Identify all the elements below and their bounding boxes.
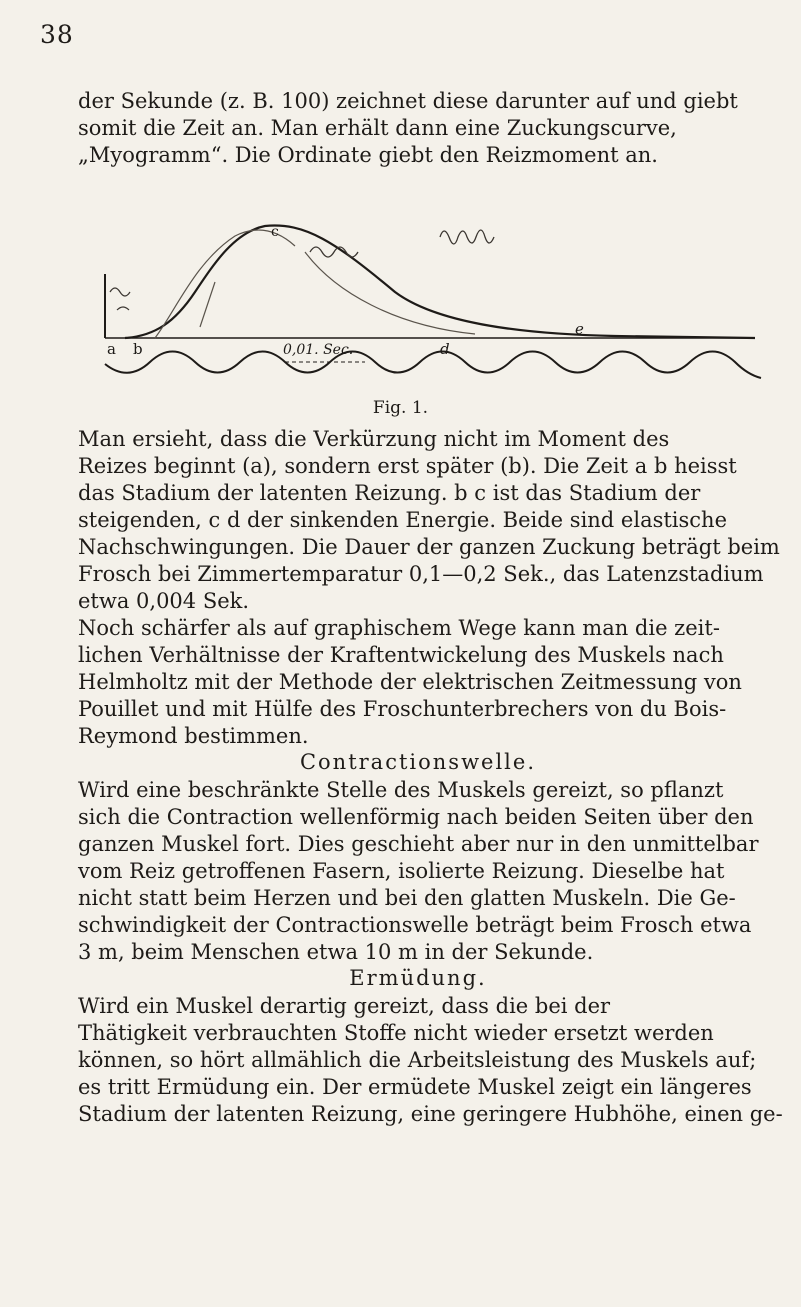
- paragraph-latency: [78, 426, 780, 615]
- secondary-curve: [155, 230, 295, 338]
- text-line: nicht statt beim Herzen und bei den glatten Muskeln. Die Ge-: [78, 886, 736, 910]
- text-line: 3 m, beim Menschen etwa 10 m in der Sekunde.: [78, 940, 594, 964]
- myogram-figure: [95, 222, 765, 382]
- section-heading-ermuedung: Ermüdung.: [349, 966, 487, 990]
- label-d: d: [440, 340, 450, 358]
- text-line: Man ersieht, dass die Verkürzung nicht im Moment des: [78, 427, 670, 451]
- text-line: „Myogramm“. Die Ordinate giebt den Reizmoment an.: [78, 143, 658, 167]
- text-line: schwindigkeit der Contractionswelle beträgt beim Frosch etwa: [78, 913, 752, 937]
- section-heading-contractionswelle: Contractionswelle.: [299, 750, 537, 774]
- text-line: etwa 0,004 Sek.: [78, 589, 250, 613]
- time-wave: [105, 352, 761, 379]
- text-line: Thätigkeit verbrauchten Stoffe nicht wieder ersetzt werden: [78, 1021, 714, 1045]
- text-line: Reymond bestimmen.: [78, 724, 309, 748]
- paragraph-intro: [78, 88, 758, 169]
- time-scale-label: 0,01. Sec.: [283, 342, 354, 358]
- twitch-curve: [125, 226, 755, 338]
- label-c: c: [271, 224, 279, 240]
- text-line: ganzen Muskel fort. Dies geschieht aber nur in den unmittelbar: [78, 832, 759, 856]
- text-line: das Stadium der latenten Reizung. b c ist das Stadium der: [78, 481, 701, 505]
- text-line: sich die Contraction wellenförmig nach beiden Seiten über den: [78, 805, 754, 829]
- text-line: Pouillet und mit Hülfe des Froschunterbrechers von du Bois-: [78, 697, 727, 721]
- text-line: Frosch bei Zimmertemparatur 0,1—0,2 Sek., das Latenzstadium: [78, 562, 764, 586]
- secondary-curve: [200, 282, 215, 327]
- label-e: e: [575, 320, 584, 338]
- scribble-mark: [310, 247, 358, 257]
- text-line: es tritt Ermüdung ein. Der ermüdete Muskel zeigt ein längeres: [78, 1075, 752, 1099]
- text-line: Wird ein Muskel derartig gereizt, dass die bei der: [78, 994, 611, 1018]
- text-line: der Sekunde (z. B. 100) zeichnet diese darunter auf und giebt: [78, 89, 738, 113]
- secondary-curve: [305, 252, 475, 334]
- text-line: somit die Zeit an. Man erhält dann eine Zuckungscurve,: [78, 116, 677, 140]
- text-line: können, so hört allmählich die Arbeitsleistung des Muskels auf;: [78, 1048, 757, 1072]
- text-line: Stadium der latenten Reizung, eine geringere Hubhöhe, einen ge-: [78, 1102, 783, 1126]
- text-line: Helmholtz mit der Methode der elektrischen Zeitmessung von: [78, 670, 742, 694]
- text-line: Wird eine beschränkte Stelle des Muskels gereizt, so pflanzt: [78, 778, 724, 802]
- scribble-mark: [440, 230, 494, 244]
- label-a: a: [107, 340, 116, 358]
- myogram-drawing: [95, 222, 765, 382]
- paragraph-contraction-wave: [78, 777, 758, 966]
- text-line: Noch schärfer als auf graphischem Wege kann man die zeit-: [78, 616, 720, 640]
- text-line: lichen Verhältnisse der Kraftentwickelung des Muskels nach: [78, 643, 724, 667]
- scribble-mark: [110, 288, 130, 310]
- text-line: steigenden, c d der sinkenden Energie. Beide sind elastische: [78, 508, 728, 532]
- text-line: Nachschwingungen. Die Dauer der ganzen Zuckung beträgt beim: [78, 535, 780, 559]
- text-line: vom Reiz getroffenen Fasern, isolierte Reizung. Dieselbe hat: [78, 859, 725, 883]
- paragraph-fatigue: [78, 993, 783, 1128]
- page-number: 38: [40, 20, 74, 49]
- text-line: Reizes beginnt (a), sondern erst später (b). Die Zeit a b heisst: [78, 454, 737, 478]
- paragraph-helmholtz: [78, 615, 758, 750]
- figure-caption: Fig. 1.: [372, 398, 429, 418]
- label-b: b: [133, 340, 143, 358]
